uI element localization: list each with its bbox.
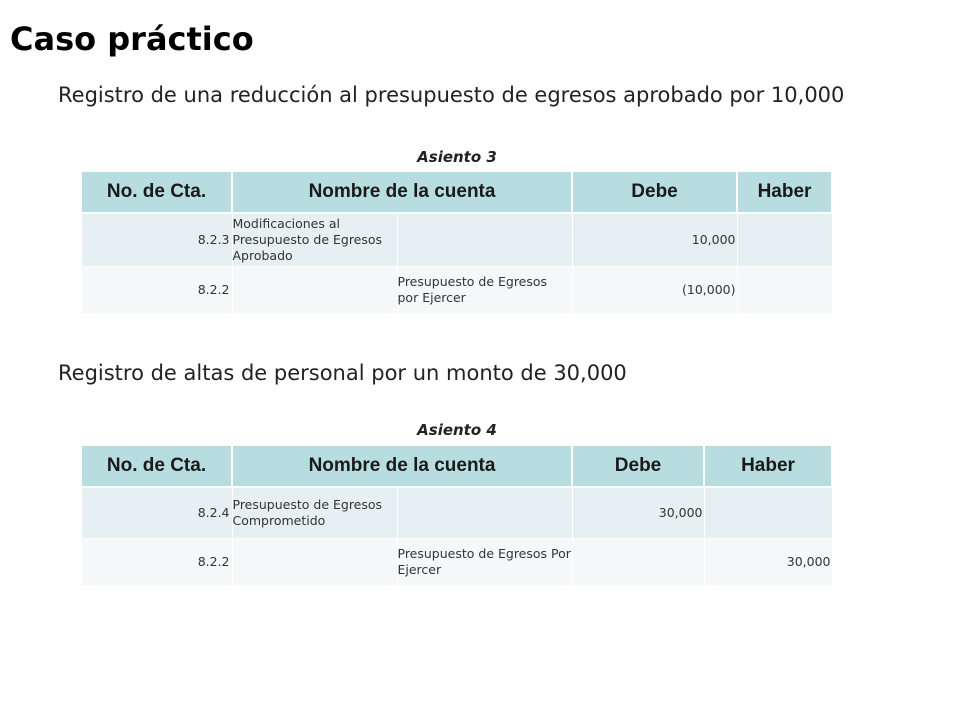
table-header-row — [82, 446, 832, 487]
header-nombre-cuenta: Nombre de la cuenta — [232, 446, 572, 487]
cell-debe: 10,000 — [572, 213, 737, 267]
cell-debe — [572, 539, 704, 586]
table-header-row — [82, 172, 832, 213]
table-row — [82, 487, 832, 539]
cell-nombre — [232, 267, 397, 314]
cell-nombre-secondary: Presupuesto de Egresos por Ejercer — [397, 267, 572, 314]
cell-haber: 30,000 — [704, 539, 832, 586]
cell-cuenta: 8.2.4 — [82, 487, 232, 539]
header-haber: Haber — [704, 446, 832, 487]
cell-nombre-secondary — [397, 487, 572, 539]
header-nombre-cuenta: Nombre de la cuenta — [232, 172, 572, 213]
asiento-4-table — [82, 446, 833, 586]
header-debe: Debe — [572, 446, 704, 487]
cell-debe: 30,000 — [572, 487, 704, 539]
cell-cuenta: 8.2.3 — [82, 213, 232, 267]
header-no-cta: No. de Cta. — [82, 172, 232, 213]
cell-nombre — [232, 539, 397, 586]
section2-description: Registro de altas de personal por un monto de 30,000 — [58, 361, 627, 385]
asiento-3-table — [82, 172, 833, 314]
cell-nombre: Modificaciones al Presupuesto de Egresos Aprobado — [232, 213, 397, 267]
section1-caption: Asiento 3 — [417, 148, 497, 166]
table-row — [82, 267, 832, 314]
table-row — [82, 539, 832, 586]
cell-nombre-secondary: Presupuesto de Egresos Por Ejercer — [397, 539, 572, 586]
header-debe: Debe — [572, 172, 737, 213]
section2-caption: Asiento 4 — [417, 421, 497, 439]
cell-nombre: Presupuesto de Egresos Comprometido — [232, 487, 397, 539]
page-title: Caso práctico — [10, 20, 254, 58]
cell-haber — [704, 487, 832, 539]
cell-cuenta: 8.2.2 — [82, 267, 232, 314]
cell-nombre-secondary — [397, 213, 572, 267]
header-haber: Haber — [737, 172, 832, 213]
cell-haber — [737, 213, 832, 267]
section1-description: Registro de una reducción al presupuesto de egresos aprobado por 10,000 — [58, 83, 845, 107]
header-no-cta: No. de Cta. — [82, 446, 232, 487]
table-row — [82, 213, 832, 267]
cell-debe: (10,000) — [572, 267, 737, 314]
cell-haber — [737, 267, 832, 314]
cell-cuenta: 8.2.2 — [82, 539, 232, 586]
